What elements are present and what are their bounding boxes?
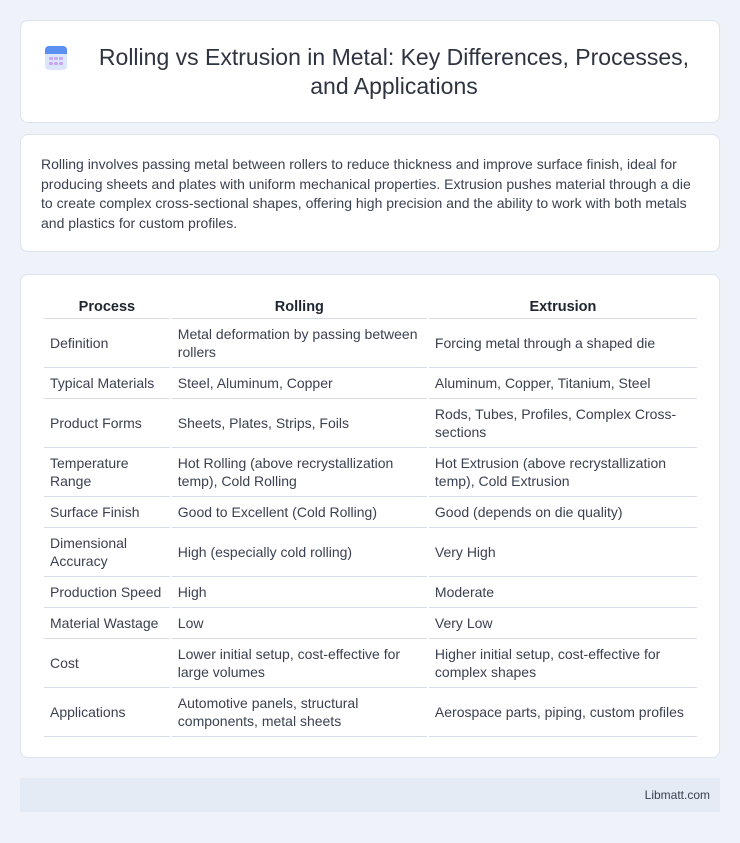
page-title: Rolling vs Extrusion in Metal: Key Differences, Processes, and Applications: [98, 43, 690, 99]
table-header-row: [44, 295, 697, 319]
table-row: [44, 688, 697, 737]
header-process: Process: [44, 295, 170, 319]
table-row: [44, 497, 697, 528]
extrusion-cell: Hot Extrusion (above recrystallization temp), Cold Extrusion: [429, 448, 697, 497]
row-label: Typical Materials: [44, 368, 170, 399]
extrusion-cell: Very High: [429, 528, 697, 577]
rolling-cell: Metal deformation by passing between rollers: [172, 319, 427, 368]
row-label: Temperature Range: [44, 448, 170, 497]
extrusion-cell: Moderate: [429, 577, 697, 608]
table-row: [44, 319, 697, 368]
intro-paragraph: Rolling involves passing metal between rollers to reduce thickness and improve surface finish, ideal for producing sheets and plates with uniform mechanical properties. Extrusion pushes material through a die to create complex cross-sectional shapes, offering high precision and the ability to work with both metals and plastics for custom profiles.: [41, 156, 691, 231]
extrusion-cell: Rods, Tubes, Profiles, Complex Cross-sections: [429, 399, 697, 448]
rolling-cell: Good to Excellent (Cold Rolling): [172, 497, 427, 528]
table-row: [44, 608, 697, 639]
extrusion-cell: Good (depends on die quality): [429, 497, 697, 528]
extrusion-cell: Forcing metal through a shaped die: [429, 319, 697, 368]
table-row: [44, 368, 697, 399]
footer-bar: [20, 778, 720, 812]
rolling-cell: Hot Rolling (above recrystallization temp), Cold Rolling: [172, 448, 427, 497]
row-label: Applications: [44, 688, 170, 737]
row-label: Material Wastage: [44, 608, 170, 639]
comparison-card: [20, 274, 720, 758]
row-label: Surface Finish: [44, 497, 170, 528]
row-label: Production Speed: [44, 577, 170, 608]
calculator-icon: [43, 45, 69, 71]
extrusion-cell: Aluminum, Copper, Titanium, Steel: [429, 368, 697, 399]
rolling-cell: Lower initial setup, cost-effective for large volumes: [172, 639, 427, 688]
row-label: Cost: [44, 639, 170, 688]
extrusion-cell: Very Low: [429, 608, 697, 639]
intro-card: [20, 134, 720, 252]
row-label: Product Forms: [44, 399, 170, 448]
row-label: Dimensional Accuracy: [44, 528, 170, 577]
header-rolling: Rolling: [172, 295, 427, 319]
extrusion-cell: Higher initial setup, cost-effective for complex shapes: [429, 639, 697, 688]
header-extrusion: Extrusion: [429, 295, 697, 319]
rolling-cell: Low: [172, 608, 427, 639]
rolling-cell: Sheets, Plates, Strips, Foils: [172, 399, 427, 448]
title-card: [20, 20, 720, 123]
rolling-cell: Steel, Aluminum, Copper: [172, 368, 427, 399]
rolling-cell: High: [172, 577, 427, 608]
table-row: [44, 528, 697, 577]
table-row: [44, 448, 697, 497]
row-label: Definition: [44, 319, 170, 368]
table-row: [44, 577, 697, 608]
comparison-table: [42, 295, 699, 737]
rolling-cell: Automotive panels, structural components, metal sheets: [172, 688, 427, 737]
footer-site-link[interactable]: Libmatt.com: [644, 788, 710, 802]
rolling-cell: High (especially cold rolling): [172, 528, 427, 577]
table-row: [44, 639, 697, 688]
extrusion-cell: Aerospace parts, piping, custom profiles: [429, 688, 697, 737]
table-row: [44, 399, 697, 448]
